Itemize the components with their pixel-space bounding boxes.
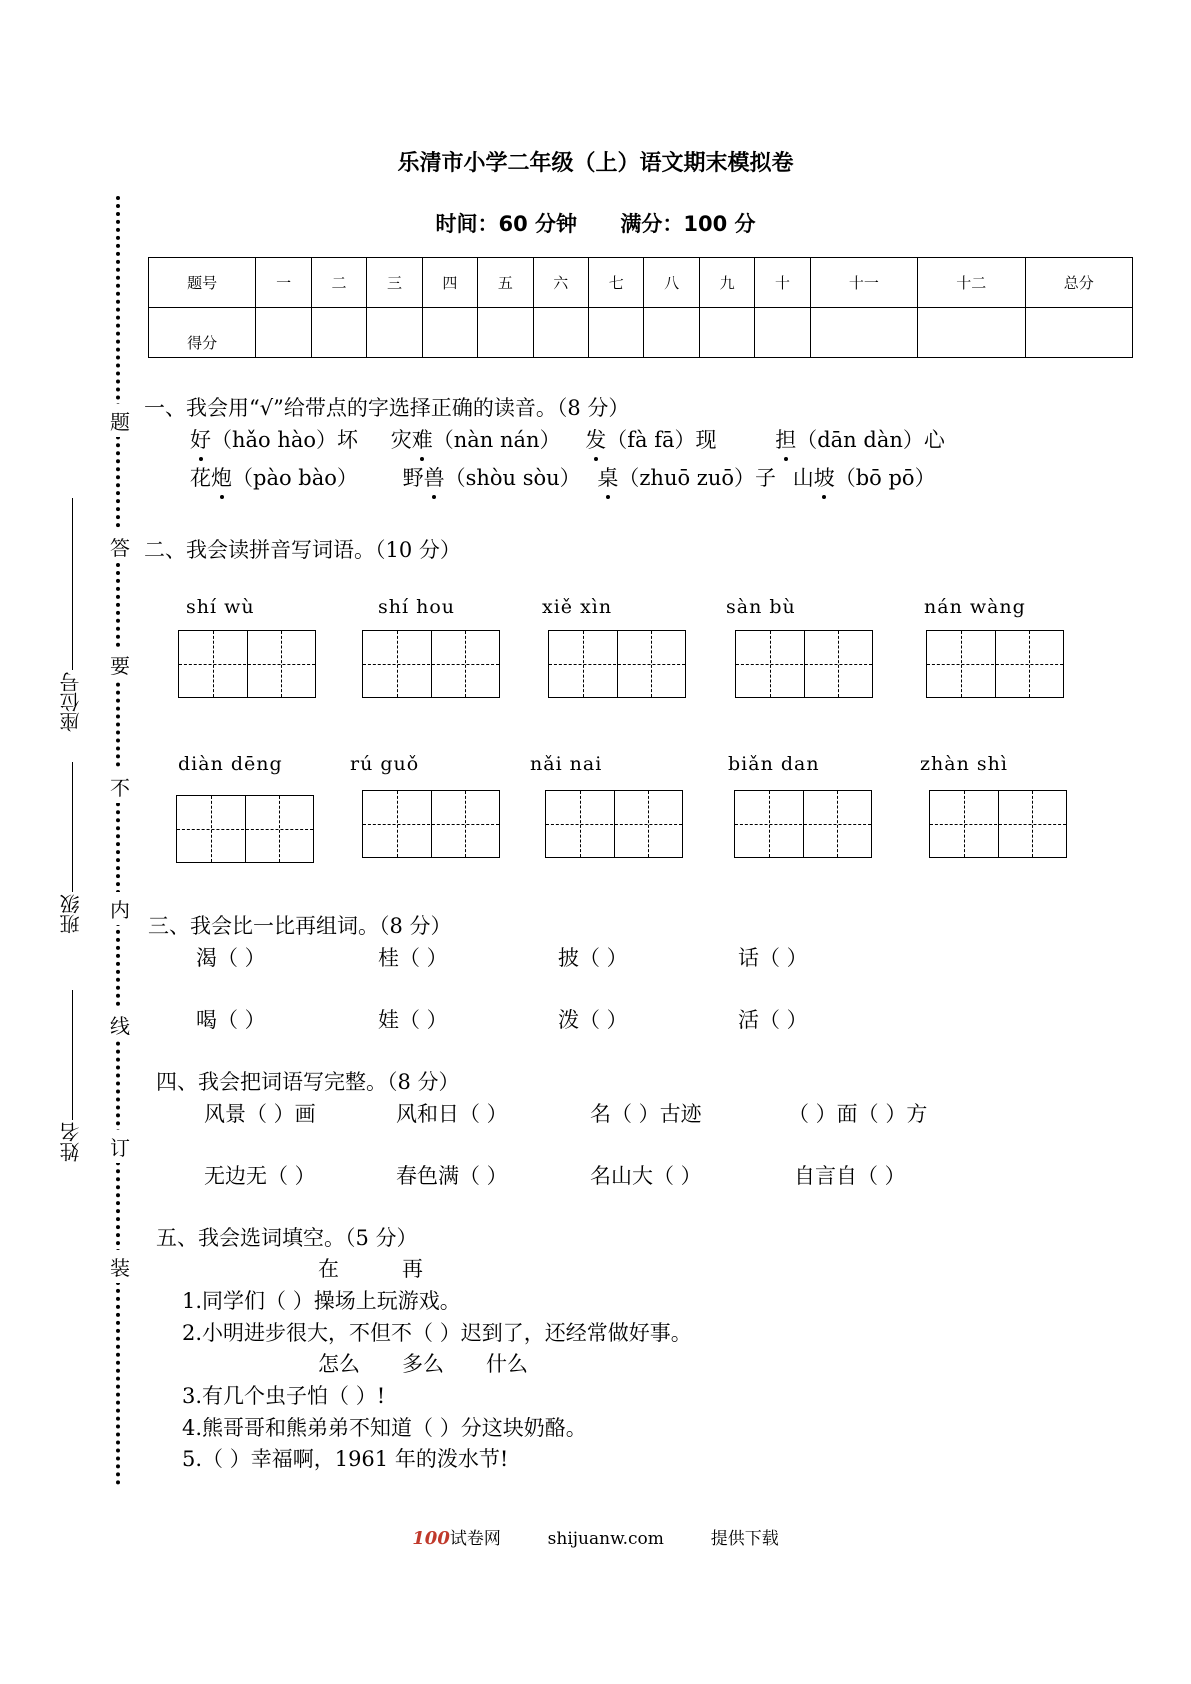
q5-sentence[interactable]: 1.同学们（ ）操场上玩游戏。 [182, 1289, 461, 1313]
score-cell[interactable] [256, 308, 311, 358]
q1-row1 [190, 424, 945, 454]
score-header-cell: 一 [256, 258, 311, 308]
binding-dotted-line [116, 196, 120, 1486]
score-cell[interactable] [810, 308, 917, 358]
q4-item[interactable]: （ ）面（ ）方 [788, 1102, 928, 1126]
q5-sentence[interactable]: 2.小明进步很大，不但不（ ）迟到了，还经常做好事。 [182, 1321, 692, 1345]
q3-item[interactable]: 活（ ） [738, 1008, 808, 1032]
site-brand: 试卷网 [449, 1529, 501, 1549]
binding-char: 不 [110, 770, 130, 803]
score-table [148, 257, 1133, 358]
q4-item[interactable]: 风和日（ ） [396, 1102, 508, 1126]
binding-char: 答 [110, 530, 130, 563]
exam-time: 时间：60 分钟 [435, 212, 578, 236]
score-row-label: 得分 [149, 308, 256, 358]
score-header-cell: 八 [644, 258, 699, 308]
score-cell[interactable] [918, 308, 1025, 358]
q3-heading: 三、我会比一比再组词。（8 分） [148, 914, 452, 938]
score-header-cell: 六 [533, 258, 588, 308]
writing-grid[interactable] [548, 630, 686, 698]
score-header-cell: 十 [755, 258, 810, 308]
q1-item: 桌（zhuō zuō）子 [597, 466, 776, 490]
pinyin-label: nán wàng [924, 596, 1026, 618]
score-cell[interactable] [1025, 308, 1133, 358]
seat-number-label: 座位号 [59, 672, 83, 732]
writing-grid[interactable] [734, 790, 872, 858]
site-logo: 100 [412, 1528, 450, 1549]
download-note: 提供下载 [710, 1529, 779, 1549]
score-cell[interactable] [699, 308, 754, 358]
score-header-cell: 十一 [810, 258, 917, 308]
exam-meta [0, 208, 1191, 238]
q5-sentence[interactable]: 5.（ ）幸福啊，1961 年的泼水节! [182, 1447, 509, 1471]
q4-heading: 四、我会把词语写完整。（8 分） [156, 1070, 460, 1094]
score-cell[interactable] [478, 308, 533, 358]
q1-item: 山坡（bō pō） [793, 466, 936, 490]
q3-item[interactable]: 桂（ ） [378, 946, 448, 970]
writing-grid[interactable] [362, 790, 500, 858]
page-footer [0, 1524, 1191, 1549]
q4-item[interactable]: 自言自（ ） [794, 1164, 906, 1188]
q5-choice: 什么 [486, 1352, 528, 1376]
score-cell[interactable] [533, 308, 588, 358]
binding-char: 题 [110, 404, 130, 437]
q1-row2 [190, 462, 936, 492]
score-header-cell: 二 [311, 258, 366, 308]
score-cell[interactable] [755, 308, 810, 358]
q3-item[interactable]: 泼（ ） [558, 1008, 628, 1032]
class-line[interactable] [72, 762, 73, 892]
pinyin-label: shí hou [378, 596, 456, 618]
score-header-cell: 总分 [1025, 258, 1133, 308]
q5-choice: 在 [318, 1257, 339, 1281]
pinyin-label: nǎi nai [530, 753, 603, 775]
binding-char: 要 [110, 648, 130, 681]
name-label: 姓名 [59, 1122, 83, 1162]
score-header-cell: 五 [478, 258, 533, 308]
q4-item[interactable]: 名（ ）古迹 [590, 1102, 702, 1126]
q4-item[interactable]: 春色满（ ） [396, 1164, 508, 1188]
q5-sentence[interactable]: 3.有几个虫子怕（ ）! [182, 1384, 386, 1408]
q1-item: 花炮（pào bào） [190, 466, 358, 490]
q3-item[interactable]: 话（ ） [738, 946, 808, 970]
q1-item: 担（dān dàn）心 [775, 428, 945, 452]
q3-item[interactable]: 渴（ ） [196, 946, 266, 970]
score-cell[interactable] [422, 308, 477, 358]
writing-grid[interactable] [176, 795, 314, 863]
writing-grid[interactable] [545, 790, 683, 858]
site-url[interactable]: shijuanw.com [547, 1529, 664, 1549]
q3-item[interactable]: 披（ ） [558, 946, 628, 970]
writing-grid[interactable] [926, 630, 1064, 698]
binding-char: 线 [110, 1008, 130, 1041]
page-title: 乐清市小学二年级（上）语文期末模拟卷 [397, 151, 794, 176]
pinyin-label: zhàn shì [920, 753, 1008, 775]
class-label: 班级 [59, 894, 83, 934]
writing-grid[interactable] [929, 790, 1067, 858]
q1-item: 灾难（nàn nán） [391, 428, 561, 452]
q5-choice: 多么 [402, 1352, 444, 1376]
writing-grid[interactable] [178, 630, 316, 698]
q3-item[interactable]: 喝（ ） [196, 1008, 266, 1032]
binding-char: 装 [110, 1250, 130, 1283]
q5-choice: 怎么 [318, 1352, 360, 1376]
binding-char: 内 [110, 892, 130, 925]
q1-item: 野兽（shòu sòu） [403, 466, 581, 490]
q5-sentence[interactable]: 4.熊哥哥和熊弟弟不知道（ ）分这块奶酪。 [182, 1416, 587, 1440]
writing-grid[interactable] [735, 630, 873, 698]
q5-choice: 再 [402, 1257, 423, 1281]
pinyin-label: diàn dēng [178, 753, 283, 775]
pinyin-label: biǎn dan [728, 753, 820, 775]
q1-heading: 一、我会用“√”给带点的字选择正确的读音。（8 分） [144, 396, 630, 420]
score-header-cell: 四 [422, 258, 477, 308]
q1-item: 好（hǎo hào）坏 [190, 428, 358, 452]
score-cell[interactable] [589, 308, 644, 358]
score-header-cell: 三 [367, 258, 422, 308]
pinyin-label: sàn bù [726, 596, 796, 618]
q5-heading: 五、我会选词填空。（5 分） [156, 1226, 418, 1250]
q2-heading: 二、我会读拼音写词语。（10 分） [144, 538, 461, 562]
score-header-cell: 七 [589, 258, 644, 308]
binding-char: 订 [110, 1130, 130, 1163]
name-line[interactable] [72, 990, 73, 1120]
score-header-cell: 九 [699, 258, 754, 308]
writing-grid[interactable] [362, 630, 500, 698]
score-table-score-row [149, 308, 1133, 358]
q4-item[interactable]: 风景（ ）画 [204, 1102, 316, 1126]
q4-item[interactable]: 名山大（ ） [590, 1164, 702, 1188]
q3-item[interactable]: 娃（ ） [378, 1008, 448, 1032]
score-header-cell: 十二 [918, 258, 1025, 308]
score-table-header-row [149, 258, 1133, 308]
score-header-cell: 题号 [149, 258, 256, 308]
score-cell[interactable] [311, 308, 366, 358]
seat-number-line[interactable] [72, 498, 73, 670]
pinyin-label: shí wù [186, 596, 255, 618]
q4-item[interactable]: 无边无（ ） [204, 1164, 316, 1188]
q1-item: 发（fà fā）现 [585, 428, 716, 452]
score-cell[interactable] [644, 308, 699, 358]
score-cell[interactable] [367, 308, 422, 358]
pinyin-label: xiě xìn [542, 596, 613, 618]
exam-full-score: 满分：100 分 [620, 212, 756, 236]
pinyin-label: rú guǒ [350, 753, 420, 775]
